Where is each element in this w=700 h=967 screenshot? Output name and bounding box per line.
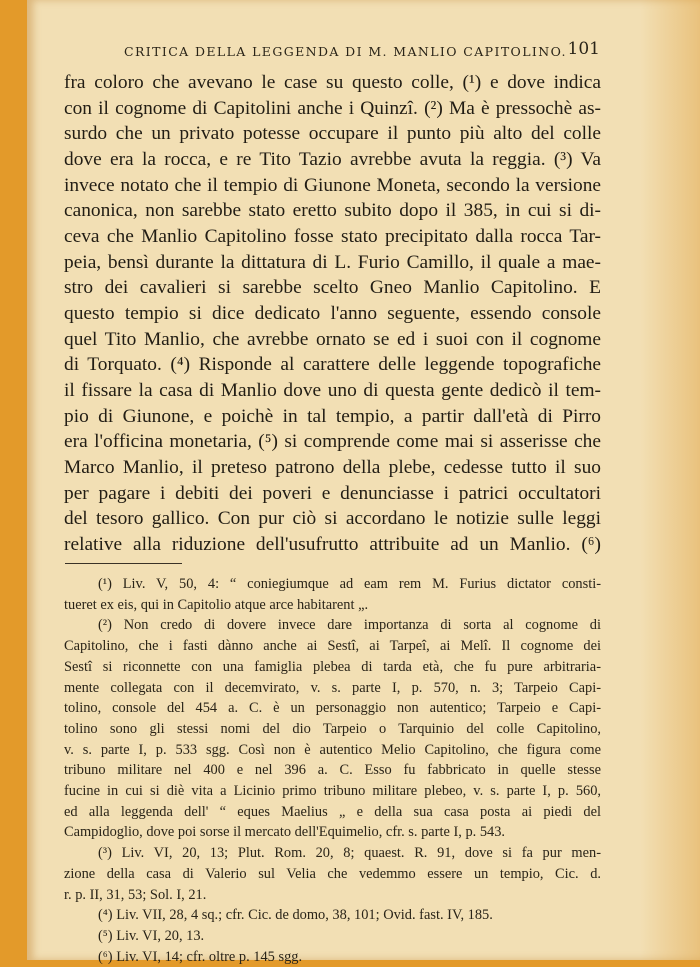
footnote-line: tolino, console del 454 a. C. è un personaggio non autentico; Tarpeio e Capi- [64, 700, 601, 717]
body-line: con il cognome di Capitolini anche i Quinzî. (²) Ma è pressochè as- [64, 97, 601, 119]
body-line: il fissare la casa di Manlio dove uno di questa gente dedicò il tem- [64, 379, 601, 401]
footnote-line: Capitolino, che i fasti dànno anche ai Sestî, ai Tarpeî, ai Melî. Il cognome dei [64, 638, 601, 655]
body-line: fra coloro che avevano le case su questo colle, (¹) e dove indica [64, 72, 601, 93]
body-line: pio di Giunone, e poichè in tal tempio, a partir dall'età di Pirro [64, 405, 601, 427]
footnote-line: (¹) Liv. V, 50, 4: “ coniegiumque ad eam rem M. Furius dictator consti- [98, 576, 601, 592]
page-edge-shading [640, 0, 700, 960]
footnote-line: ed alla leggenda dell' “ eques Maelius „ e della sua casa posta ai piedi del [64, 803, 601, 820]
body-line: dove era la rocca, e re Tito Tazio avrebbe avuta la reggia. (³) Va [64, 148, 601, 170]
body-line: questo tempio si dice dedicato l'anno seguente, essendo console [64, 302, 601, 324]
footnote-line: (²) Non credo di dovere invece dare importanza di sorta al cognome di [98, 617, 601, 634]
body-line: Marco Manlio, il preteso patrono della plebe, cedesse tutto il suo [64, 456, 601, 478]
footnote-separator [65, 563, 182, 564]
body-line: ceva che Manlio Capitolino fosse stato precipitato dalla rocca Tar- [64, 225, 601, 247]
footnote-line: fucine in cui si diè vita a Licinio primo tribuno militare plebeo, v. s. parte I, p. 560, [64, 783, 601, 800]
footnote-line: Campidoglio, dove poi sorse il mercato dell'Equimelio, cfr. s. parte I, p. 543. [64, 824, 506, 841]
body-line: di Torquato. (⁴) Risponde al carattere delle leggende topografiche [64, 354, 601, 376]
footnote-line: r. p. II, 31, 53; Sol. I, 21. [64, 886, 207, 903]
body-line: peia, bensì durante la dittatura di L. Furio Camillo, il quale a mae- [64, 251, 601, 273]
running-head: CRITICA DELLA LEGGENDA DI M. MANLIO CAPITOLINO. [124, 44, 567, 59]
body-line: stro dei cavalieri si sarebbe scelto Gneo Manlio Capitolino. E [64, 277, 601, 299]
footnote-line: tueret ex eis, qui in Capitolio atque arce habitarent „. [64, 596, 369, 613]
footnotes [64, 574, 601, 967]
body-line: del tesoro gallico. Con pur ciò si accordano le notizie sulle leggi [64, 508, 601, 530]
body-line: quel Tito Manlio, che avrebbe ornato se ed i suoi con il cognome [64, 328, 601, 350]
footnote-line: (⁴) Liv. VII, 28, 4 sq.; cfr. Cic. de domo, 38, 101; Ovid. fast. IV, 185. [98, 907, 493, 924]
footnote-line: Sestî si riconnette con una famiglia plebea di tarda età, che fu pure arbitraria- [64, 658, 601, 675]
body-line: relative alla riduzione dell'usufrutto attribuite ad un Manlio. (⁶) [64, 533, 601, 555]
footnote-line: (⁶) Liv. VI, 14; cfr. oltre p. 145 sgg. [98, 948, 303, 965]
body-line: invece notato che il tempio di Giunone Moneta, secondo la versione [64, 174, 601, 196]
footnote-line: tolino sono gli stessi nomi del dio Tarpeio o Tarquinio del colle Capitolino, [64, 720, 601, 737]
footnote-line: tribuno militare nel 400 e nel 396 a. C. Esso fu fabbricato in quelle stesse [64, 762, 601, 779]
footnote-line: v. s. parte I, p. 533 sgg. Così non è autentico Melio Capitolino, che figura come [64, 741, 601, 758]
footnote-line: (⁵) Liv. VI, 20, 13. [98, 927, 205, 944]
footnote-line: (³) Liv. VI, 20, 13; Plut. Rom. 20, 8; quaest. R. 91, dove si fa pur men- [98, 845, 601, 862]
main-text [64, 70, 601, 557]
body-line: per pagare i debiti dei poveri e denunciasse i patrici occultatori [64, 482, 601, 504]
body-line: surdo che un privato potesse occupare il punto più alto del colle [64, 123, 601, 145]
body-line: era l'officina monetaria, (⁵) si comprende come mai si asserisse che [64, 431, 601, 453]
page-number: 101 [567, 39, 600, 59]
body-line: canonica, non sarebbe stato eretto subito dopo il 385, in cui si di- [64, 200, 601, 222]
footnote-line: mente collegata con il decemvirato, v. s. parte I, p. 570, n. 3; Tarpeio Capi- [64, 679, 601, 696]
footnote-line: zione della casa di Valerio sul Velia che vedemmo essere un tempio, Cic. d. [64, 865, 601, 882]
